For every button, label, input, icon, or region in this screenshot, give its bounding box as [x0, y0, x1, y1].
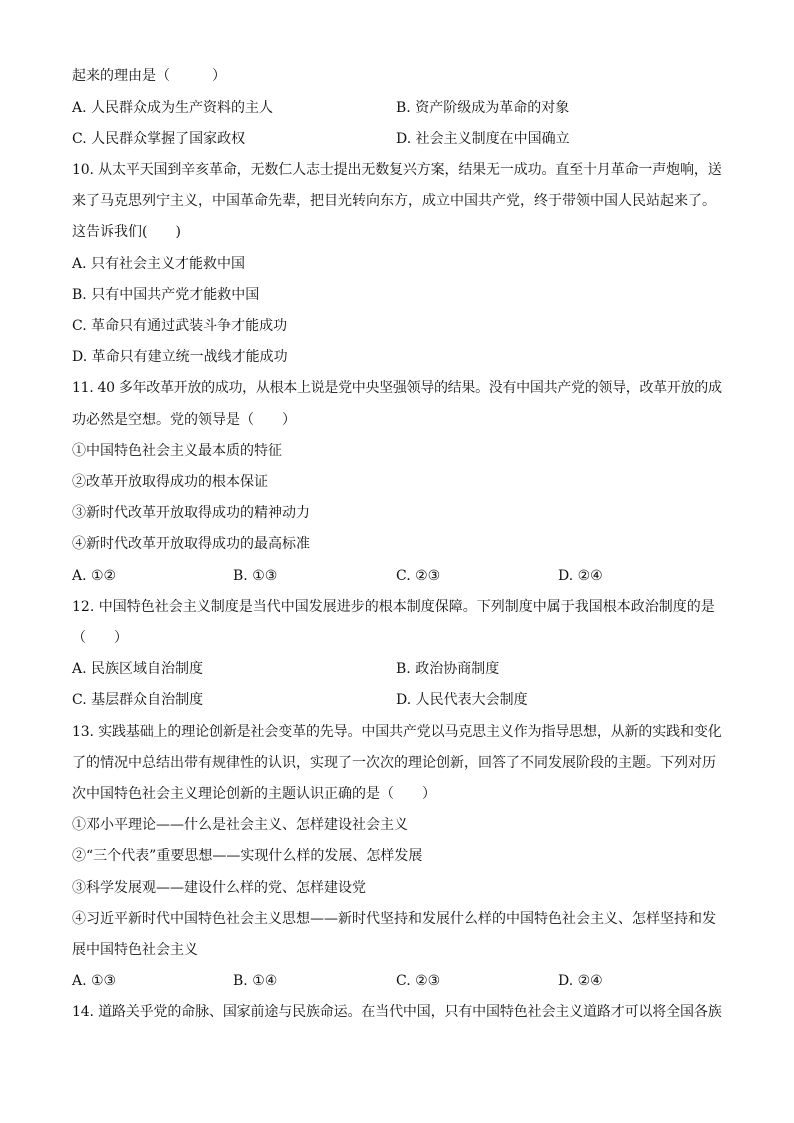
q13-option-c: C. ②③ [396, 973, 441, 989]
q12-option-a: A. 民族区域自治制度 [72, 661, 204, 677]
q10-option-c: C. 革命只有通过武装斗争才能成功 [72, 318, 288, 334]
q10-option-d: D. 革命只有建立统一战线才能成功 [72, 349, 288, 365]
q13-stem-line1: 13. 实践基础上的理论创新是社会变革的先导。中国共产党以马克思主义作为指导思想，从新的实践和变化 [72, 724, 722, 740]
q11-stem-line2: 功必然是空想。党的领导是（ ） [72, 412, 296, 428]
q13-option-a: A. ①③ [72, 973, 117, 989]
q11-statement-2: ②改革开放取得成功的根本保证 [72, 474, 268, 490]
q13-statement-1: ①邓小平理论——什么是社会主义、怎样建设社会主义 [72, 817, 408, 833]
q9-option-a: A. 人民群众成为生产资料的主人 [72, 100, 274, 116]
q12-option-c: C. 基层群众自治制度 [72, 692, 204, 708]
q11-option-b: B. ①③ [233, 568, 278, 584]
q13-stem-line2: 了的情况中总结出带有规律性的认识，实现了一次次的理论创新，回答了不同发展阶段的主题。下列对历 [72, 755, 716, 771]
q11-statement-3: ③新时代改革开放取得成功的精神动力 [72, 505, 310, 521]
q10-option-b: B. 只有中国共产党才能救中国 [72, 287, 260, 303]
q13-statement-3: ③科学发展观——建设什么样的党、怎样建设党 [72, 880, 366, 896]
q14-stem-line1: 14. 道路关乎党的命脉、国家前途与民族命运。在当代中国，只有中国特色社会主义道路才可以将全国各族 [72, 1004, 722, 1020]
q13-statement-2: ②“三个代表”重要思想——实现什么样的发展、怎样发展 [72, 848, 423, 864]
q9-option-c: C. 人民群众掌握了国家政权 [72, 131, 246, 147]
q10-stem-line3: 这告诉我们( ) [72, 224, 181, 240]
q10-option-a: A. 只有社会主义才能救中国 [72, 256, 246, 272]
q11-option-c: C. ②③ [396, 568, 441, 584]
q13-statement-4-line2: 展中国特色社会主义 [72, 942, 198, 958]
q11-option-a: A. ①② [72, 568, 117, 584]
q10-stem-line2: 来了马克思列宁主义，中国革命先辈，把目光转向东方，成立中国共产党，终于带领中国人民站起来了。 [72, 193, 716, 209]
q13-option-b: B. ①④ [233, 973, 278, 989]
q13-stem-line3: 次中国特色社会主义理论创新的主题认识正确的是（ ） [72, 786, 436, 802]
q11-option-d: D. ②④ [558, 568, 603, 584]
q11-stem-line1: 11. 40 多年改革开放的成功，从根本上说是党中央坚强领导的结果。没有中国共产党的领导，改革开放的成 [72, 380, 722, 396]
q13-statement-4-line1: ④习近平新时代中国特色社会主义思想——新时代坚持和发展什么样的中国特色社会主义、怎样坚持和发 [72, 911, 716, 927]
q12-option-d: D. 人民代表大会制度 [396, 692, 528, 708]
q9-option-d: D. 社会主义制度在中国确立 [396, 131, 570, 147]
q10-stem-line1: 10. 从太平天国到辛亥革命，无数仁人志士提出无数复兴方案，结果无一成功。直至十月革命一声炮响，送 [72, 162, 722, 178]
q12-stem-line2: （ ） [72, 630, 128, 646]
q9-option-b: B. 资产阶级成为革命的对象 [396, 100, 570, 116]
q11-statement-1: ①中国特色社会主义最本质的特征 [72, 443, 282, 459]
q9-stem-tail: 起来的理由是（ ） [72, 68, 226, 84]
q11-statement-4: ④新时代改革开放取得成功的最高标准 [72, 536, 310, 552]
q13-option-d: D. ②④ [558, 973, 603, 989]
q12-stem-line1: 12. 中国特色社会主义制度是当代中国发展进步的根本制度保障。下列制度中属于我国根本政治制度的是 [72, 599, 715, 615]
q12-option-b: B. 政治协商制度 [396, 661, 500, 677]
